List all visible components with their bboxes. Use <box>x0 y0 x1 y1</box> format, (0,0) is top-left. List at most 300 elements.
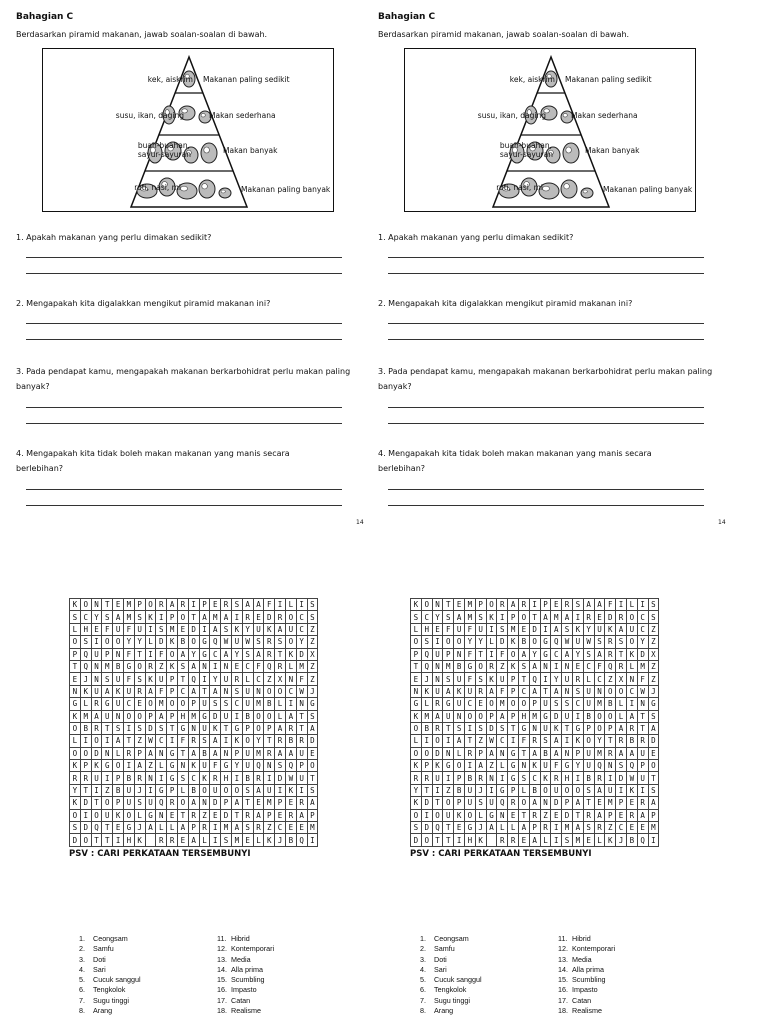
letter-cell[interactable]: P <box>80 760 91 772</box>
letter-cell[interactable]: O <box>285 636 296 648</box>
letter-cell[interactable]: Z <box>648 636 659 648</box>
letter-cell[interactable]: I <box>91 784 102 796</box>
letter-cell[interactable]: U <box>242 698 253 710</box>
letter-cell[interactable]: I <box>648 834 659 846</box>
letter-cell[interactable]: U <box>583 747 594 759</box>
letter-cell[interactable]: O <box>518 698 529 710</box>
letter-cell[interactable]: S <box>231 599 242 611</box>
letter-cell[interactable]: E <box>475 698 486 710</box>
letter-cell[interactable]: U <box>199 722 210 734</box>
letter-cell[interactable]: R <box>275 735 286 747</box>
letter-cell[interactable]: R <box>637 735 648 747</box>
letter-cell[interactable]: G <box>443 698 454 710</box>
letter-cell[interactable]: N <box>156 809 167 821</box>
letter-cell[interactable]: Q <box>285 760 296 772</box>
letter-cell[interactable]: K <box>285 648 296 660</box>
letter-cell[interactable]: I <box>91 636 102 648</box>
letter-cell[interactable]: Q <box>80 660 91 672</box>
letter-cell[interactable]: R <box>80 772 91 784</box>
letter-cell[interactable]: O <box>113 760 124 772</box>
letter-cell[interactable]: E <box>454 822 465 834</box>
letter-cell[interactable]: A <box>648 722 659 734</box>
letter-cell[interactable]: C <box>231 698 242 710</box>
letter-cell[interactable]: D <box>264 611 275 623</box>
letter-cell[interactable]: A <box>307 722 318 734</box>
letter-cell[interactable]: M <box>123 599 134 611</box>
letter-cell[interactable]: R <box>188 735 199 747</box>
letter-cell[interactable]: R <box>594 772 605 784</box>
letter-cell[interactable]: N <box>605 760 616 772</box>
letter-cell[interactable]: A <box>210 685 221 697</box>
letter-cell[interactable]: O <box>464 809 475 821</box>
letter-cell[interactable]: A <box>497 710 508 722</box>
letter-cell[interactable]: F <box>443 623 454 635</box>
letter-cell[interactable]: E <box>253 797 264 809</box>
letter-cell[interactable]: H <box>421 623 432 635</box>
letter-cell[interactable]: S <box>156 623 167 635</box>
letter-cell[interactable]: A <box>626 710 637 722</box>
letter-cell[interactable]: R <box>626 809 637 821</box>
letter-cell[interactable]: M <box>188 710 199 722</box>
letter-cell[interactable]: O <box>454 760 465 772</box>
letter-cell[interactable]: O <box>518 611 529 623</box>
letter-cell[interactable]: B <box>583 710 594 722</box>
letter-cell[interactable]: G <box>497 784 508 796</box>
letter-cell[interactable]: E <box>134 698 145 710</box>
letter-cell[interactable]: R <box>551 772 562 784</box>
letter-cell[interactable]: T <box>231 809 242 821</box>
letter-cell[interactable]: A <box>616 747 627 759</box>
letter-cell[interactable]: M <box>443 660 454 672</box>
letter-cell[interactable]: I <box>296 784 307 796</box>
letter-cell[interactable]: N <box>145 772 156 784</box>
letter-cell[interactable]: L <box>275 698 286 710</box>
letter-cell[interactable]: Y <box>253 735 264 747</box>
letter-cell[interactable]: A <box>307 797 318 809</box>
letter-cell[interactable]: G <box>199 636 210 648</box>
letter-cell[interactable]: O <box>411 636 422 648</box>
letter-cell[interactable]: A <box>188 660 199 672</box>
letter-cell[interactable]: A <box>594 809 605 821</box>
letter-cell[interactable]: R <box>275 660 286 672</box>
letter-cell[interactable]: Z <box>307 636 318 648</box>
letter-cell[interactable]: M <box>605 797 616 809</box>
letter-cell[interactable]: J <box>134 822 145 834</box>
letter-cell[interactable]: I <box>443 772 454 784</box>
letter-cell[interactable]: N <box>594 685 605 697</box>
letter-cell[interactable]: A <box>648 797 659 809</box>
letter-cell[interactable]: L <box>475 809 486 821</box>
letter-cell[interactable]: P <box>562 797 573 809</box>
letter-cell[interactable]: A <box>551 735 562 747</box>
letter-cell[interactable]: C <box>626 685 637 697</box>
letter-cell[interactable]: S <box>648 710 659 722</box>
letter-cell[interactable]: A <box>275 623 286 635</box>
letter-cell[interactable]: I <box>443 735 454 747</box>
letter-cell[interactable]: A <box>210 735 221 747</box>
letter-cell[interactable]: I <box>551 834 562 846</box>
letter-cell[interactable]: B <box>464 772 475 784</box>
letter-cell[interactable]: R <box>253 772 264 784</box>
letter-cell[interactable]: U <box>264 784 275 796</box>
letter-cell[interactable]: K <box>626 648 637 660</box>
letter-cell[interactable]: M <box>497 698 508 710</box>
letter-cell[interactable]: O <box>486 698 497 710</box>
letter-cell[interactable]: E <box>518 834 529 846</box>
letter-cell[interactable]: G <box>167 747 178 759</box>
letter-cell[interactable]: T <box>411 660 422 672</box>
letter-cell[interactable]: B <box>454 784 465 796</box>
letter-cell[interactable]: I <box>529 599 540 611</box>
letter-cell[interactable]: S <box>134 611 145 623</box>
letter-cell[interactable]: U <box>454 698 465 710</box>
letter-cell[interactable]: S <box>275 760 286 772</box>
letter-cell[interactable]: R <box>572 673 583 685</box>
letter-cell[interactable]: S <box>443 673 454 685</box>
letter-cell[interactable]: E <box>307 747 318 759</box>
letter-cell[interactable]: N <box>540 660 551 672</box>
letter-cell[interactable]: E <box>285 797 296 809</box>
letter-cell[interactable]: D <box>188 623 199 635</box>
letter-cell[interactable]: K <box>572 623 583 635</box>
letter-cell[interactable]: G <box>540 636 551 648</box>
letter-cell[interactable]: U <box>134 623 145 635</box>
letter-cell[interactable]: B <box>583 772 594 784</box>
letter-cell[interactable]: S <box>551 698 562 710</box>
letter-cell[interactable]: A <box>253 784 264 796</box>
letter-cell[interactable]: F <box>156 648 167 660</box>
letter-cell[interactable]: P <box>508 710 519 722</box>
letter-cell[interactable]: Y <box>296 636 307 648</box>
letter-cell[interactable]: O <box>70 722 81 734</box>
letter-cell[interactable]: E <box>594 797 605 809</box>
letter-cell[interactable]: Z <box>540 809 551 821</box>
letter-cell[interactable]: P <box>583 722 594 734</box>
letter-cell[interactable]: R <box>156 599 167 611</box>
letter-cell[interactable]: O <box>102 636 113 648</box>
letter-cell[interactable]: O <box>648 760 659 772</box>
letter-cell[interactable]: N <box>296 698 307 710</box>
letter-cell[interactable]: E <box>177 623 188 635</box>
letter-cell[interactable]: O <box>475 710 486 722</box>
letter-cell[interactable]: C <box>637 611 648 623</box>
letter-cell[interactable]: K <box>167 636 178 648</box>
letter-cell[interactable]: I <box>572 772 583 784</box>
letter-cell[interactable]: A <box>486 822 497 834</box>
letter-cell[interactable]: T <box>134 648 145 660</box>
letter-cell[interactable]: I <box>421 809 432 821</box>
letter-cell[interactable]: R <box>637 797 648 809</box>
letter-cell[interactable]: K <box>432 760 443 772</box>
letter-cell[interactable]: S <box>253 636 264 648</box>
letter-cell[interactable]: F <box>123 648 134 660</box>
letter-cell[interactable]: F <box>296 673 307 685</box>
letter-cell[interactable]: K <box>486 673 497 685</box>
letter-cell[interactable] <box>145 834 156 846</box>
letter-cell[interactable]: N <box>102 747 113 759</box>
letter-cell[interactable]: R <box>583 611 594 623</box>
letter-cell[interactable]: F <box>156 685 167 697</box>
letter-cell[interactable]: R <box>285 722 296 734</box>
letter-cell[interactable]: F <box>264 599 275 611</box>
letter-cell[interactable]: X <box>616 673 627 685</box>
letter-cell[interactable]: Y <box>637 636 648 648</box>
letter-cell[interactable]: A <box>145 822 156 834</box>
letter-cell[interactable]: O <box>454 636 465 648</box>
letter-cell[interactable]: L <box>616 698 627 710</box>
letter-cell[interactable]: L <box>421 698 432 710</box>
letter-cell[interactable]: R <box>167 797 178 809</box>
letter-cell[interactable]: I <box>188 599 199 611</box>
letter-cell[interactable]: L <box>626 599 637 611</box>
letter-cell[interactable]: S <box>242 822 253 834</box>
letter-cell[interactable]: P <box>188 822 199 834</box>
letter-cell[interactable]: T <box>475 648 486 660</box>
letter-cell[interactable]: P <box>264 809 275 821</box>
letter-cell[interactable]: U <box>605 784 616 796</box>
letter-cell[interactable]: S <box>134 722 145 734</box>
letter-cell[interactable]: Y <box>70 784 81 796</box>
letter-cell[interactable]: M <box>253 698 264 710</box>
letter-cell[interactable]: Z <box>307 623 318 635</box>
letter-cell[interactable]: R <box>616 660 627 672</box>
letter-cell[interactable]: S <box>518 660 529 672</box>
letter-cell[interactable]: U <box>113 623 124 635</box>
letter-cell[interactable]: U <box>242 760 253 772</box>
letter-cell[interactable]: Z <box>648 623 659 635</box>
letter-cell[interactable]: K <box>264 623 275 635</box>
letter-cell[interactable]: T <box>167 722 178 734</box>
letter-cell[interactable]: M <box>80 710 91 722</box>
letter-cell[interactable]: L <box>540 834 551 846</box>
letter-cell[interactable]: A <box>113 735 124 747</box>
letter-cell[interactable]: S <box>572 685 583 697</box>
letter-cell[interactable]: R <box>134 685 145 697</box>
letter-cell[interactable]: C <box>464 698 475 710</box>
letter-cell[interactable]: R <box>432 722 443 734</box>
letter-cell[interactable]: R <box>221 599 232 611</box>
letter-cell[interactable]: Q <box>421 660 432 672</box>
letter-cell[interactable]: O <box>199 784 210 796</box>
letter-cell[interactable]: N <box>518 760 529 772</box>
letter-cell[interactable]: S <box>177 772 188 784</box>
letter-cell[interactable]: G <box>443 760 454 772</box>
letter-cell[interactable]: A <box>540 611 551 623</box>
letter-cell[interactable]: O <box>91 735 102 747</box>
answer-line[interactable] <box>26 323 342 324</box>
letter-cell[interactable]: P <box>454 797 465 809</box>
letter-cell[interactable]: O <box>113 636 124 648</box>
letter-cell[interactable]: P <box>637 760 648 772</box>
letter-cell[interactable]: A <box>454 735 465 747</box>
letter-cell[interactable]: A <box>296 809 307 821</box>
letter-cell[interactable]: A <box>285 747 296 759</box>
letter-cell[interactable]: M <box>210 611 221 623</box>
letter-cell[interactable]: E <box>551 599 562 611</box>
letter-cell[interactable]: T <box>80 784 91 796</box>
letter-cell[interactable]: T <box>199 685 210 697</box>
letter-cell[interactable]: N <box>454 648 465 660</box>
letter-cell[interactable]: P <box>167 710 178 722</box>
letter-cell[interactable]: S <box>411 611 422 623</box>
letter-cell[interactable]: O <box>594 710 605 722</box>
letter-cell[interactable]: B <box>540 747 551 759</box>
letter-cell[interactable]: C <box>594 673 605 685</box>
letter-cell[interactable]: O <box>583 735 594 747</box>
letter-cell[interactable]: U <box>443 710 454 722</box>
letter-cell[interactable]: U <box>464 784 475 796</box>
letter-cell[interactable]: D <box>221 809 232 821</box>
letter-cell[interactable]: A <box>177 648 188 660</box>
letter-cell[interactable]: I <box>540 673 551 685</box>
letter-cell[interactable]: E <box>626 797 637 809</box>
letter-cell[interactable]: K <box>540 772 551 784</box>
letter-cell[interactable]: N <box>454 710 465 722</box>
letter-cell[interactable]: A <box>145 747 156 759</box>
letter-cell[interactable]: P <box>421 760 432 772</box>
letter-cell[interactable]: M <box>221 822 232 834</box>
letter-cell[interactable]: A <box>231 797 242 809</box>
letter-cell[interactable]: D <box>80 797 91 809</box>
letter-cell[interactable]: R <box>508 797 519 809</box>
letter-cell[interactable]: P <box>307 809 318 821</box>
letter-cell[interactable]: O <box>285 611 296 623</box>
letter-cell[interactable]: I <box>102 772 113 784</box>
letter-cell[interactable]: N <box>432 660 443 672</box>
letter-cell[interactable]: E <box>253 611 264 623</box>
letter-cell[interactable]: P <box>443 648 454 660</box>
letter-cell[interactable]: G <box>199 648 210 660</box>
letter-cell[interactable]: A <box>616 623 627 635</box>
letter-cell[interactable]: I <box>156 611 167 623</box>
letter-cell[interactable]: A <box>134 760 145 772</box>
letter-cell[interactable]: P <box>167 784 178 796</box>
letter-cell[interactable]: S <box>242 648 253 660</box>
letter-cell[interactable]: G <box>199 710 210 722</box>
letter-cell[interactable]: R <box>616 735 627 747</box>
letter-cell[interactable]: O <box>508 698 519 710</box>
letter-cell[interactable]: K <box>231 735 242 747</box>
letter-cell[interactable]: S <box>648 784 659 796</box>
letter-cell[interactable]: Q <box>551 636 562 648</box>
letter-cell[interactable]: U <box>583 760 594 772</box>
answer-line[interactable] <box>388 257 704 258</box>
letter-cell[interactable]: K <box>113 685 124 697</box>
letter-cell[interactable]: A <box>562 611 573 623</box>
letter-cell[interactable]: U <box>145 797 156 809</box>
letter-cell[interactable]: L <box>594 834 605 846</box>
letter-cell[interactable]: T <box>572 809 583 821</box>
letter-cell[interactable]: W <box>486 735 497 747</box>
letter-cell[interactable]: E <box>177 834 188 846</box>
letter-cell[interactable]: I <box>605 772 616 784</box>
letter-cell[interactable]: O <box>134 660 145 672</box>
letter-cell[interactable]: E <box>551 809 562 821</box>
letter-cell[interactable]: U <box>475 623 486 635</box>
letter-cell[interactable]: S <box>572 599 583 611</box>
letter-cell[interactable]: K <box>411 599 422 611</box>
letter-cell[interactable]: T <box>242 797 253 809</box>
letter-cell[interactable]: G <box>156 784 167 796</box>
letter-cell[interactable]: X <box>307 648 318 660</box>
letter-cell[interactable]: Y <box>242 623 253 635</box>
letter-cell[interactable]: H <box>80 623 91 635</box>
letter-cell[interactable]: C <box>210 648 221 660</box>
letter-cell[interactable]: U <box>637 772 648 784</box>
letter-cell[interactable]: B <box>285 834 296 846</box>
answer-line[interactable] <box>388 423 704 424</box>
letter-cell[interactable]: O <box>167 648 178 660</box>
letter-cell[interactable]: S <box>80 636 91 648</box>
letter-cell[interactable]: I <box>637 784 648 796</box>
letter-cell[interactable]: S <box>562 623 573 635</box>
letter-cell[interactable]: T <box>177 809 188 821</box>
letter-cell[interactable]: N <box>113 710 124 722</box>
letter-cell[interactable]: A <box>486 747 497 759</box>
letter-cell[interactable]: P <box>113 772 124 784</box>
letter-cell[interactable]: F <box>102 623 113 635</box>
letter-cell[interactable]: P <box>167 611 178 623</box>
letter-cell[interactable]: R <box>264 747 275 759</box>
letter-cell[interactable]: M <box>464 611 475 623</box>
letter-cell[interactable]: K <box>70 760 81 772</box>
letter-cell[interactable]: K <box>145 673 156 685</box>
letter-cell[interactable]: T <box>307 772 318 784</box>
letter-cell[interactable]: J <box>475 822 486 834</box>
letter-cell[interactable]: L <box>70 735 81 747</box>
letter-cell[interactable]: E <box>70 673 81 685</box>
letter-cell[interactable]: X <box>275 673 286 685</box>
letter-cell[interactable]: T <box>432 834 443 846</box>
letter-cell[interactable]: K <box>70 710 81 722</box>
letter-cell[interactable]: O <box>253 710 264 722</box>
letter-cell[interactable]: A <box>188 797 199 809</box>
letter-cell[interactable]: T <box>296 722 307 734</box>
letter-cell[interactable]: R <box>264 648 275 660</box>
letter-cell[interactable]: T <box>188 611 199 623</box>
letter-cell[interactable]: I <box>497 772 508 784</box>
letter-cell[interactable]: A <box>562 648 573 660</box>
letter-cell[interactable]: N <box>540 797 551 809</box>
letter-cell[interactable]: I <box>231 772 242 784</box>
letter-cell[interactable]: U <box>296 747 307 759</box>
letter-cell[interactable]: O <box>572 784 583 796</box>
letter-cell[interactable]: U <box>583 685 594 697</box>
letter-cell[interactable]: I <box>540 623 551 635</box>
letter-cell[interactable]: A <box>594 599 605 611</box>
answer-line[interactable] <box>26 505 342 506</box>
letter-cell[interactable]: T <box>443 599 454 611</box>
letter-cell[interactable]: B <box>285 735 296 747</box>
letter-cell[interactable]: K <box>411 760 422 772</box>
letter-cell[interactable]: N <box>497 747 508 759</box>
letter-cell[interactable]: L <box>113 747 124 759</box>
letter-cell[interactable]: A <box>210 623 221 635</box>
letter-cell[interactable]: T <box>296 710 307 722</box>
letter-cell[interactable]: A <box>275 747 286 759</box>
letter-cell[interactable]: U <box>464 797 475 809</box>
letter-cell[interactable]: Y <box>464 636 475 648</box>
letter-cell[interactable]: E <box>411 673 422 685</box>
letter-cell[interactable]: A <box>594 648 605 660</box>
letter-cell[interactable]: N <box>70 685 81 697</box>
letter-cell[interactable]: O <box>464 710 475 722</box>
letter-cell[interactable]: Q <box>432 822 443 834</box>
letter-cell[interactable]: G <box>508 747 519 759</box>
letter-cell[interactable]: Q <box>605 660 616 672</box>
letter-cell[interactable]: P <box>102 648 113 660</box>
letter-cell[interactable]: R <box>91 722 102 734</box>
